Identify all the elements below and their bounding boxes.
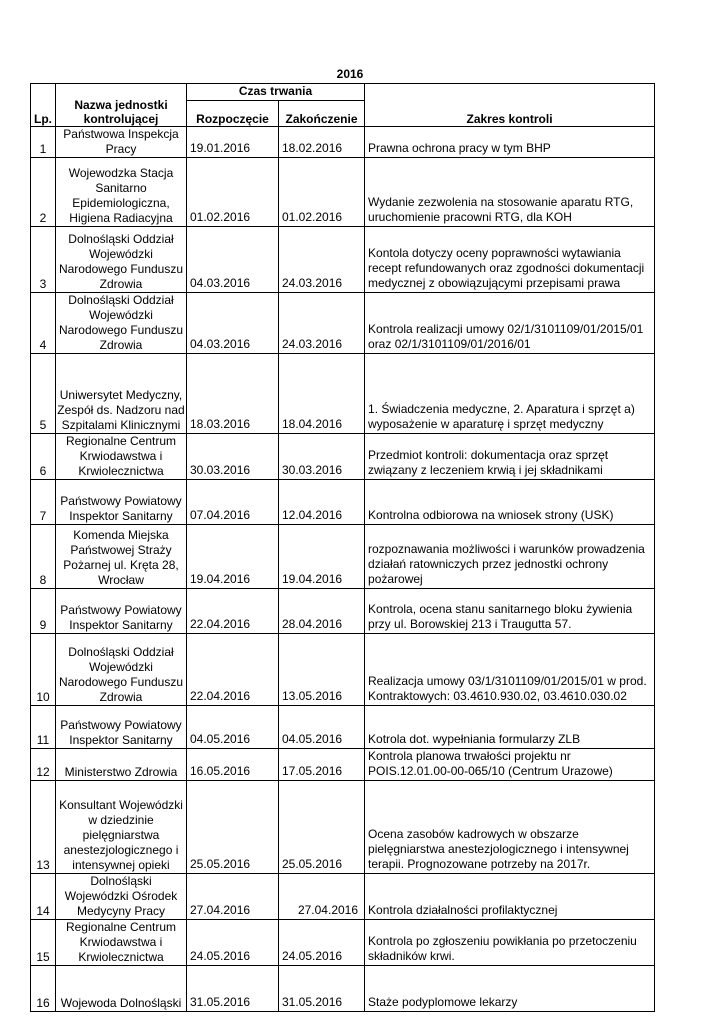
- row-scope: Kontrola planowa trwałości projektu nr POIS.12.01.00-00-065/10 (Centrum Urazowe): [365, 749, 655, 781]
- row-end-date: 13.05.2016: [279, 634, 365, 706]
- header-end: Zakończenie: [279, 101, 365, 127]
- row-end-date: 24.05.2016: [279, 920, 365, 966]
- table-row: [31, 874, 655, 920]
- row-unit-name: Dolnośląski Oddział Wojewódzki Narodowego Funduszu Zdrowia: [56, 293, 187, 354]
- row-scope: Wydanie zezwolenia na stosowanie aparatu RTG, uruchomienie pracowni RTG, dla KOH: [365, 158, 655, 227]
- row-unit-name: Dolnośląski Oddział Wojewódzki Narodowego Funduszu Zdrowia: [56, 227, 187, 293]
- header-zakres: Zakres kontroli: [365, 84, 655, 127]
- header-czas-trwania: Czas trwania: [187, 84, 365, 101]
- row-end-date: 17.05.2016: [279, 749, 365, 781]
- row-end-date: 24.03.2016: [279, 293, 365, 354]
- row-lp: 5: [31, 354, 56, 434]
- row-scope: Realizacja umowy 03/1/3101109/01/2015/01 w prod. Kontraktowych: 03.4610.930.02, 03.4610.030.02: [365, 634, 655, 706]
- row-scope: 1. Świadczenia medyczne, 2. Aparatura i sprzęt a) wyposażenie w aparaturę i sprzęt medyczny: [365, 354, 655, 434]
- row-start-date: 04.03.2016: [187, 227, 279, 293]
- row-start-date: 07.04.2016: [187, 480, 279, 525]
- row-start-date: 24.05.2016: [187, 920, 279, 966]
- row-lp: 15: [31, 920, 56, 966]
- row-scope: Kontrola działalności profilaktycznej: [365, 874, 655, 920]
- row-unit-name: Państwowy Powiatowy Inspektor Sanitarny: [56, 480, 187, 525]
- table-row: [31, 293, 655, 354]
- table-row: [31, 158, 655, 227]
- row-lp: 7: [31, 480, 56, 525]
- row-end-date: 04.05.2016: [279, 706, 365, 749]
- row-lp: 11: [31, 706, 56, 749]
- row-start-date: 19.04.2016: [187, 525, 279, 589]
- row-lp: 9: [31, 589, 56, 634]
- row-unit-name: Wojewodzka Stacja Sanitarno Epidemiologiczna, Higiena Radiacyjna: [56, 158, 187, 227]
- header-lp: Lp.: [31, 84, 56, 127]
- row-lp: 13: [31, 781, 56, 874]
- row-start-date: 30.03.2016: [187, 434, 279, 480]
- table-row: [31, 525, 655, 589]
- header-name: Nazwa jednostki kontrolującej: [56, 84, 187, 127]
- table-row: [31, 127, 655, 158]
- table-row: [31, 480, 655, 525]
- row-unit-name: Konsultant Wojewódzki w dziedzinie pielęgniarstwa anestezjologicznego i intensywnej opieki: [56, 781, 187, 874]
- row-unit-name: Dolnośląski Oddział Wojewódzki Narodowego Funduszu Zdrowia: [56, 634, 187, 706]
- row-end-date: 12.04.2016: [279, 480, 365, 525]
- table-row: [31, 781, 655, 874]
- row-unit-name: Wojewoda Dolnośląski: [56, 966, 187, 1012]
- row-lp: 8: [31, 525, 56, 589]
- row-lp: 6: [31, 434, 56, 480]
- table-row: [31, 589, 655, 634]
- row-scope: Kontrola, ocena stanu sanitarnego bloku żywienia przy ul. Borowskiej 213 i Traugutta 57.: [365, 589, 655, 634]
- year-title: 2016: [336, 67, 364, 81]
- row-end-date: 19.04.2016: [279, 525, 365, 589]
- table-row: [31, 227, 655, 293]
- row-end-date: 30.03.2016: [279, 434, 365, 480]
- row-unit-name: Ministerstwo Zdrowia: [56, 749, 187, 781]
- header-start: Rozpoczęcie: [187, 101, 279, 127]
- row-unit-name: Państwowy Powiatowy Inspektor Sanitarny: [56, 589, 187, 634]
- row-unit-name: Regionalne Centrum Krwiodawstwa i Krwiolecznictwa: [56, 434, 187, 480]
- row-lp: 2: [31, 158, 56, 227]
- row-lp: 1: [31, 127, 56, 158]
- table-row: [31, 706, 655, 749]
- row-scope: Staże podyplomowe lekarzy: [365, 966, 655, 1012]
- row-scope: rozpoznawania możliwości i warunków prowadzenia działań ratowniczych przez jednostki ochrony pożarowej: [365, 525, 655, 589]
- row-scope: Przedmiot kontroli: dokumentacja oraz sprzęt związany z leczeniem krwią i jej składnikami: [365, 434, 655, 480]
- row-start-date: 25.05.2016: [187, 781, 279, 874]
- table-row: [31, 749, 655, 781]
- row-lp: 3: [31, 227, 56, 293]
- row-lp: 4: [31, 293, 56, 354]
- row-scope: Kontola dotyczy oceny poprawności wytawiania recept refundowanych oraz zgodności dokumentacji medycznej z obowiązującymi przepisami prawa: [365, 227, 655, 293]
- table-row: [31, 354, 655, 434]
- row-lp: 10: [31, 634, 56, 706]
- row-start-date: 22.04.2016: [187, 589, 279, 634]
- table-row: [31, 920, 655, 966]
- row-lp: 12: [31, 749, 56, 781]
- row-unit-name: Komenda Miejska Państwowej Straży Pożarnej ul. Kręta 28, Wrocław: [56, 525, 187, 589]
- row-end-date: 27.04.2016: [279, 874, 365, 920]
- row-scope: Kotrola dot. wypełniania formularzy ZLB: [365, 706, 655, 749]
- row-start-date: 04.03.2016: [187, 293, 279, 354]
- table-body: [31, 127, 655, 1012]
- row-unit-name: Regionalne Centrum Krwiodawstwa i Krwiolecznictwa: [56, 920, 187, 966]
- table-row: [31, 434, 655, 480]
- row-end-date: 18.04.2016: [279, 354, 365, 434]
- row-unit-name: Dolnośląski Wojewódzki Ośrodek Medycyny Pracy: [56, 874, 187, 920]
- row-start-date: 27.04.2016: [187, 874, 279, 920]
- row-lp: 14: [31, 874, 56, 920]
- controls-table: [30, 83, 655, 1012]
- row-start-date: 22.04.2016: [187, 634, 279, 706]
- row-end-date: 18.02.2016: [279, 127, 365, 158]
- row-start-date: 31.05.2016: [187, 966, 279, 1012]
- row-start-date: 18.03.2016: [187, 354, 279, 434]
- row-scope: Kontrola realizacji umowy 02/1/3101109/01/2015/01 oraz 02/1/3101109/01/2016/01: [365, 293, 655, 354]
- row-unit-name: Państwowa Inspekcja Pracy: [56, 127, 187, 158]
- row-end-date: 31.05.2016: [279, 966, 365, 1012]
- row-end-date: 28.04.2016: [279, 589, 365, 634]
- row-scope: Kontrola po zgłoszeniu powikłania po przetoczeniu składników krwi.: [365, 920, 655, 966]
- table-row: [31, 634, 655, 706]
- row-lp: 16: [31, 966, 56, 1012]
- row-end-date: 25.05.2016: [279, 781, 365, 874]
- row-unit-name: Uniwersytet Medyczny, Zespół ds. Nadzoru nad Szpitalami Klinicznymi: [56, 354, 187, 434]
- row-scope: Prawna ochrona pracy w tym BHP: [365, 127, 655, 158]
- row-unit-name: Państwowy Powiatowy Inspektor Sanitarny: [56, 706, 187, 749]
- row-scope: Ocena zasobów kadrowych w obszarze pielęgniarstwa anestezjologicznego i intensywnej terapii. Prognozowane potrzeby na 2017r.: [365, 781, 655, 874]
- table-row: [31, 966, 655, 1012]
- row-end-date: 01.02.2016: [279, 158, 365, 227]
- row-scope: Kontrolna odbiorowa na wniosek strony (USK): [365, 480, 655, 525]
- row-end-date: 24.03.2016: [279, 227, 365, 293]
- row-start-date: 19.01.2016: [187, 127, 279, 158]
- row-start-date: 16.05.2016: [187, 749, 279, 781]
- row-start-date: 01.02.2016: [187, 158, 279, 227]
- row-start-date: 04.05.2016: [187, 706, 279, 749]
